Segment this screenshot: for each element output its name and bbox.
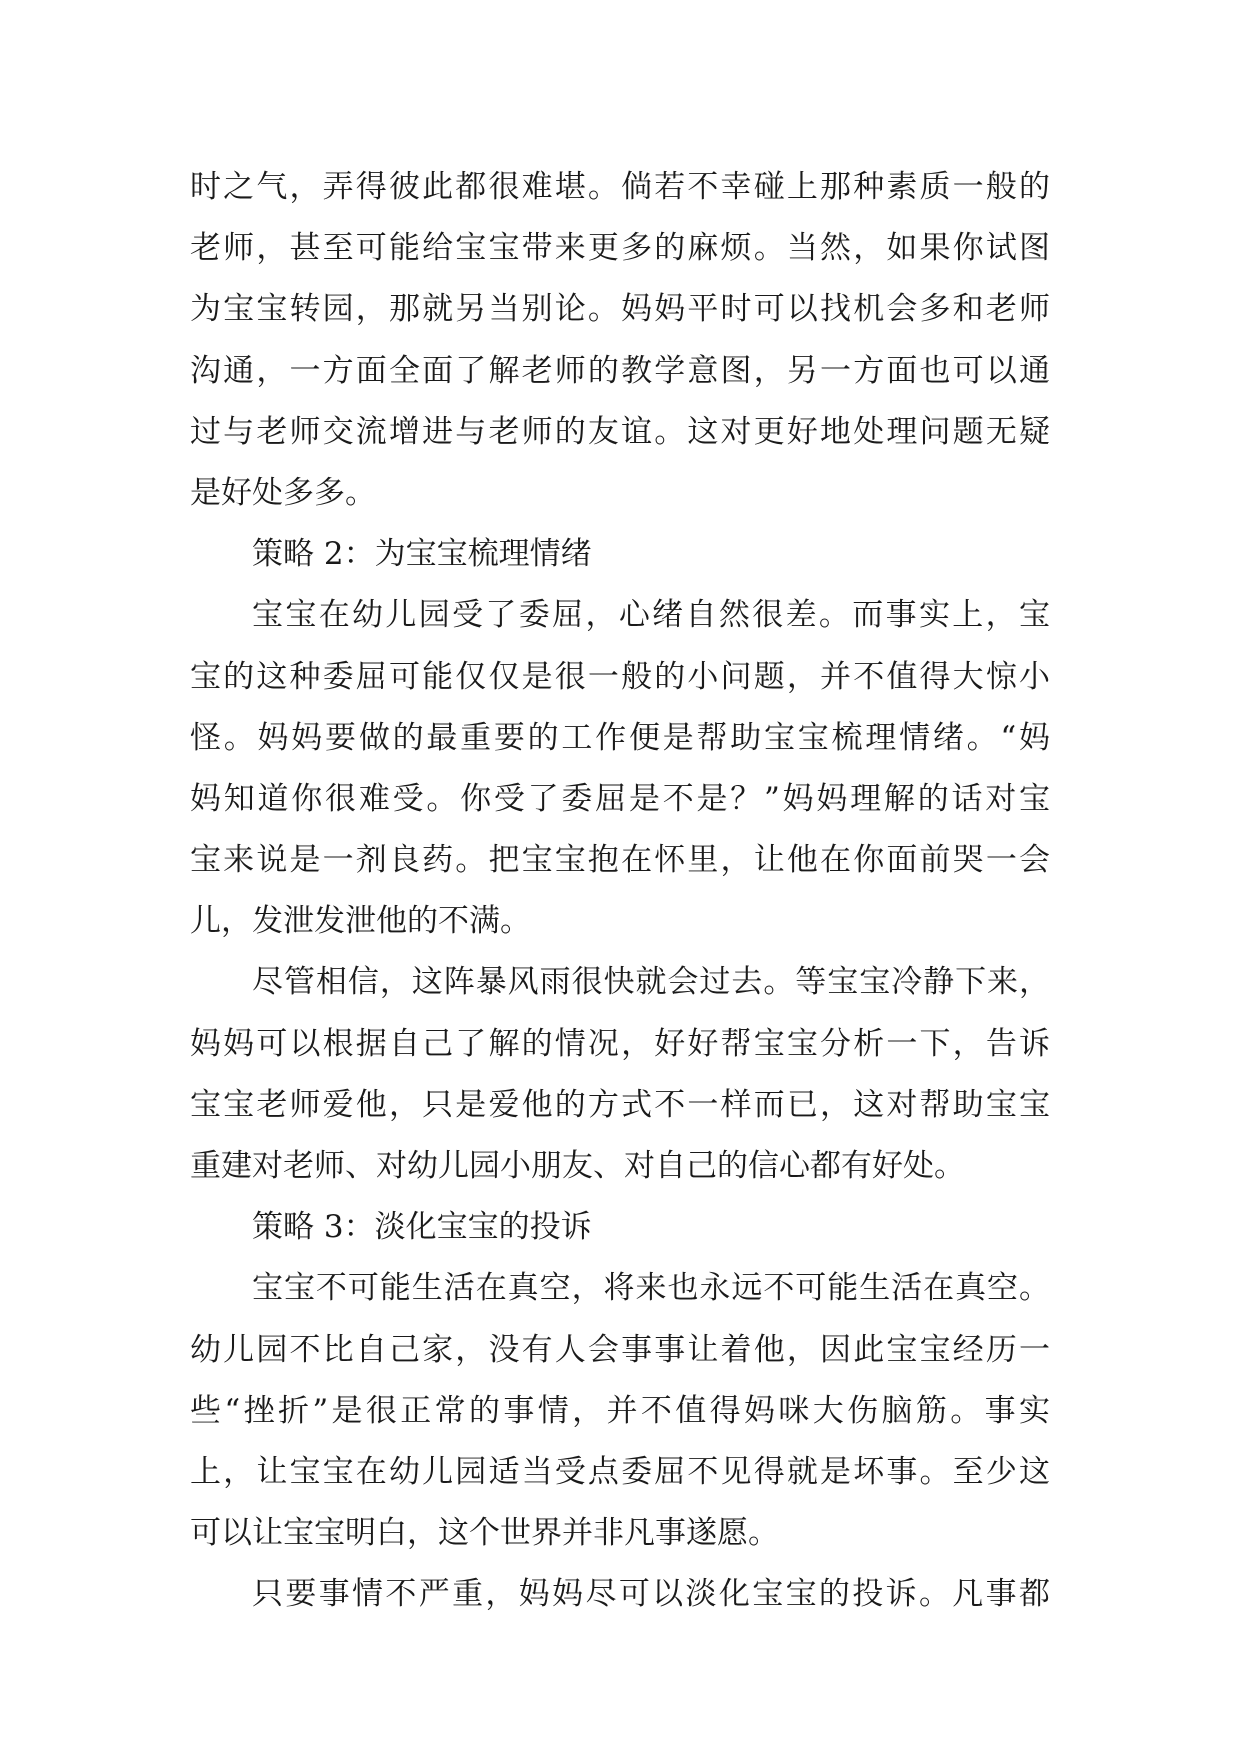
text-line: 可以让宝宝明白，这个世界并非凡事遂愿。 bbox=[190, 1515, 779, 1552]
text-line: 老师，甚至可能给宝宝带来更多的麻烦。当然，如果你试图 bbox=[190, 230, 1050, 267]
text-line: 时之气，弄得彼此都很难堪。倘若不幸碰上那种素质一般的 bbox=[190, 169, 1050, 205]
section-heading-strategy-2: 策略 2：为宝宝梳理情绪 bbox=[252, 536, 592, 573]
text-line: 重建对老师、对幼儿园小朋友、对自己的信心都有好处。 bbox=[190, 1148, 965, 1184]
text-line: 宝宝老师爱他，只是爱他的方式不一样而已，这对帮助宝宝 bbox=[190, 1086, 1050, 1123]
text-line: 怪。妈妈要做的最重要的工作便是帮助宝宝梳理情绪。“妈 bbox=[190, 719, 1050, 756]
text-line: 宝的这种委屈可能仅仅是很一般的小问题，并不值得大惊小 bbox=[190, 658, 1050, 695]
text-line: 些“挫折”是很正常的事情，并不值得妈咪大伤脑筋。事实 bbox=[190, 1392, 1050, 1429]
section-heading-strategy-3: 策略 3：淡化宝宝的投诉 bbox=[252, 1209, 592, 1246]
text-line: 宝宝在幼儿园受了委屈，心绪自然很差。而事实上，宝 bbox=[252, 597, 1050, 634]
text-line: 妈妈可以根据自己了解的情况，好好帮宝宝分析一下，告诉 bbox=[190, 1025, 1050, 1062]
text-line: 上，让宝宝在幼儿园适当受点委屈不见得就是坏事。至少这 bbox=[190, 1453, 1050, 1490]
text-line: 只要事情不严重，妈妈尽可以淡化宝宝的投诉。凡事都 bbox=[252, 1576, 1050, 1613]
text-line: 尽管相信，这阵暴风雨很快就会过去。等宝宝冷静下来， bbox=[252, 964, 1050, 1001]
text-line: 为宝宝转园，那就另当别论。妈妈平时可以找机会多和老师 bbox=[190, 291, 1050, 328]
text-line: 宝宝不可能生活在真空，将来也永远不可能生活在真空。 bbox=[252, 1270, 1050, 1307]
text-line: 幼儿园不比自己家，没有人会事事让着他，因此宝宝经历一 bbox=[190, 1331, 1050, 1368]
text-line: 过与老师交流增进与老师的友谊。这对更好地处理问题无疑 bbox=[190, 413, 1050, 450]
text-line: 是好处多多。 bbox=[190, 474, 376, 511]
body-text bbox=[190, 157, 1050, 1626]
text-line: 宝来说是一剂良药。把宝宝抱在怀里，让他在你面前哭一会 bbox=[190, 842, 1050, 879]
text-line: 妈知道你很难受。你受了委屈是不是？”妈妈理解的话对宝 bbox=[190, 780, 1050, 817]
text-line: 儿，发泄发泄他的不满。 bbox=[190, 903, 531, 940]
text-line: 沟通，一方面全面了解老师的教学意图，另一方面也可以通 bbox=[190, 352, 1050, 389]
